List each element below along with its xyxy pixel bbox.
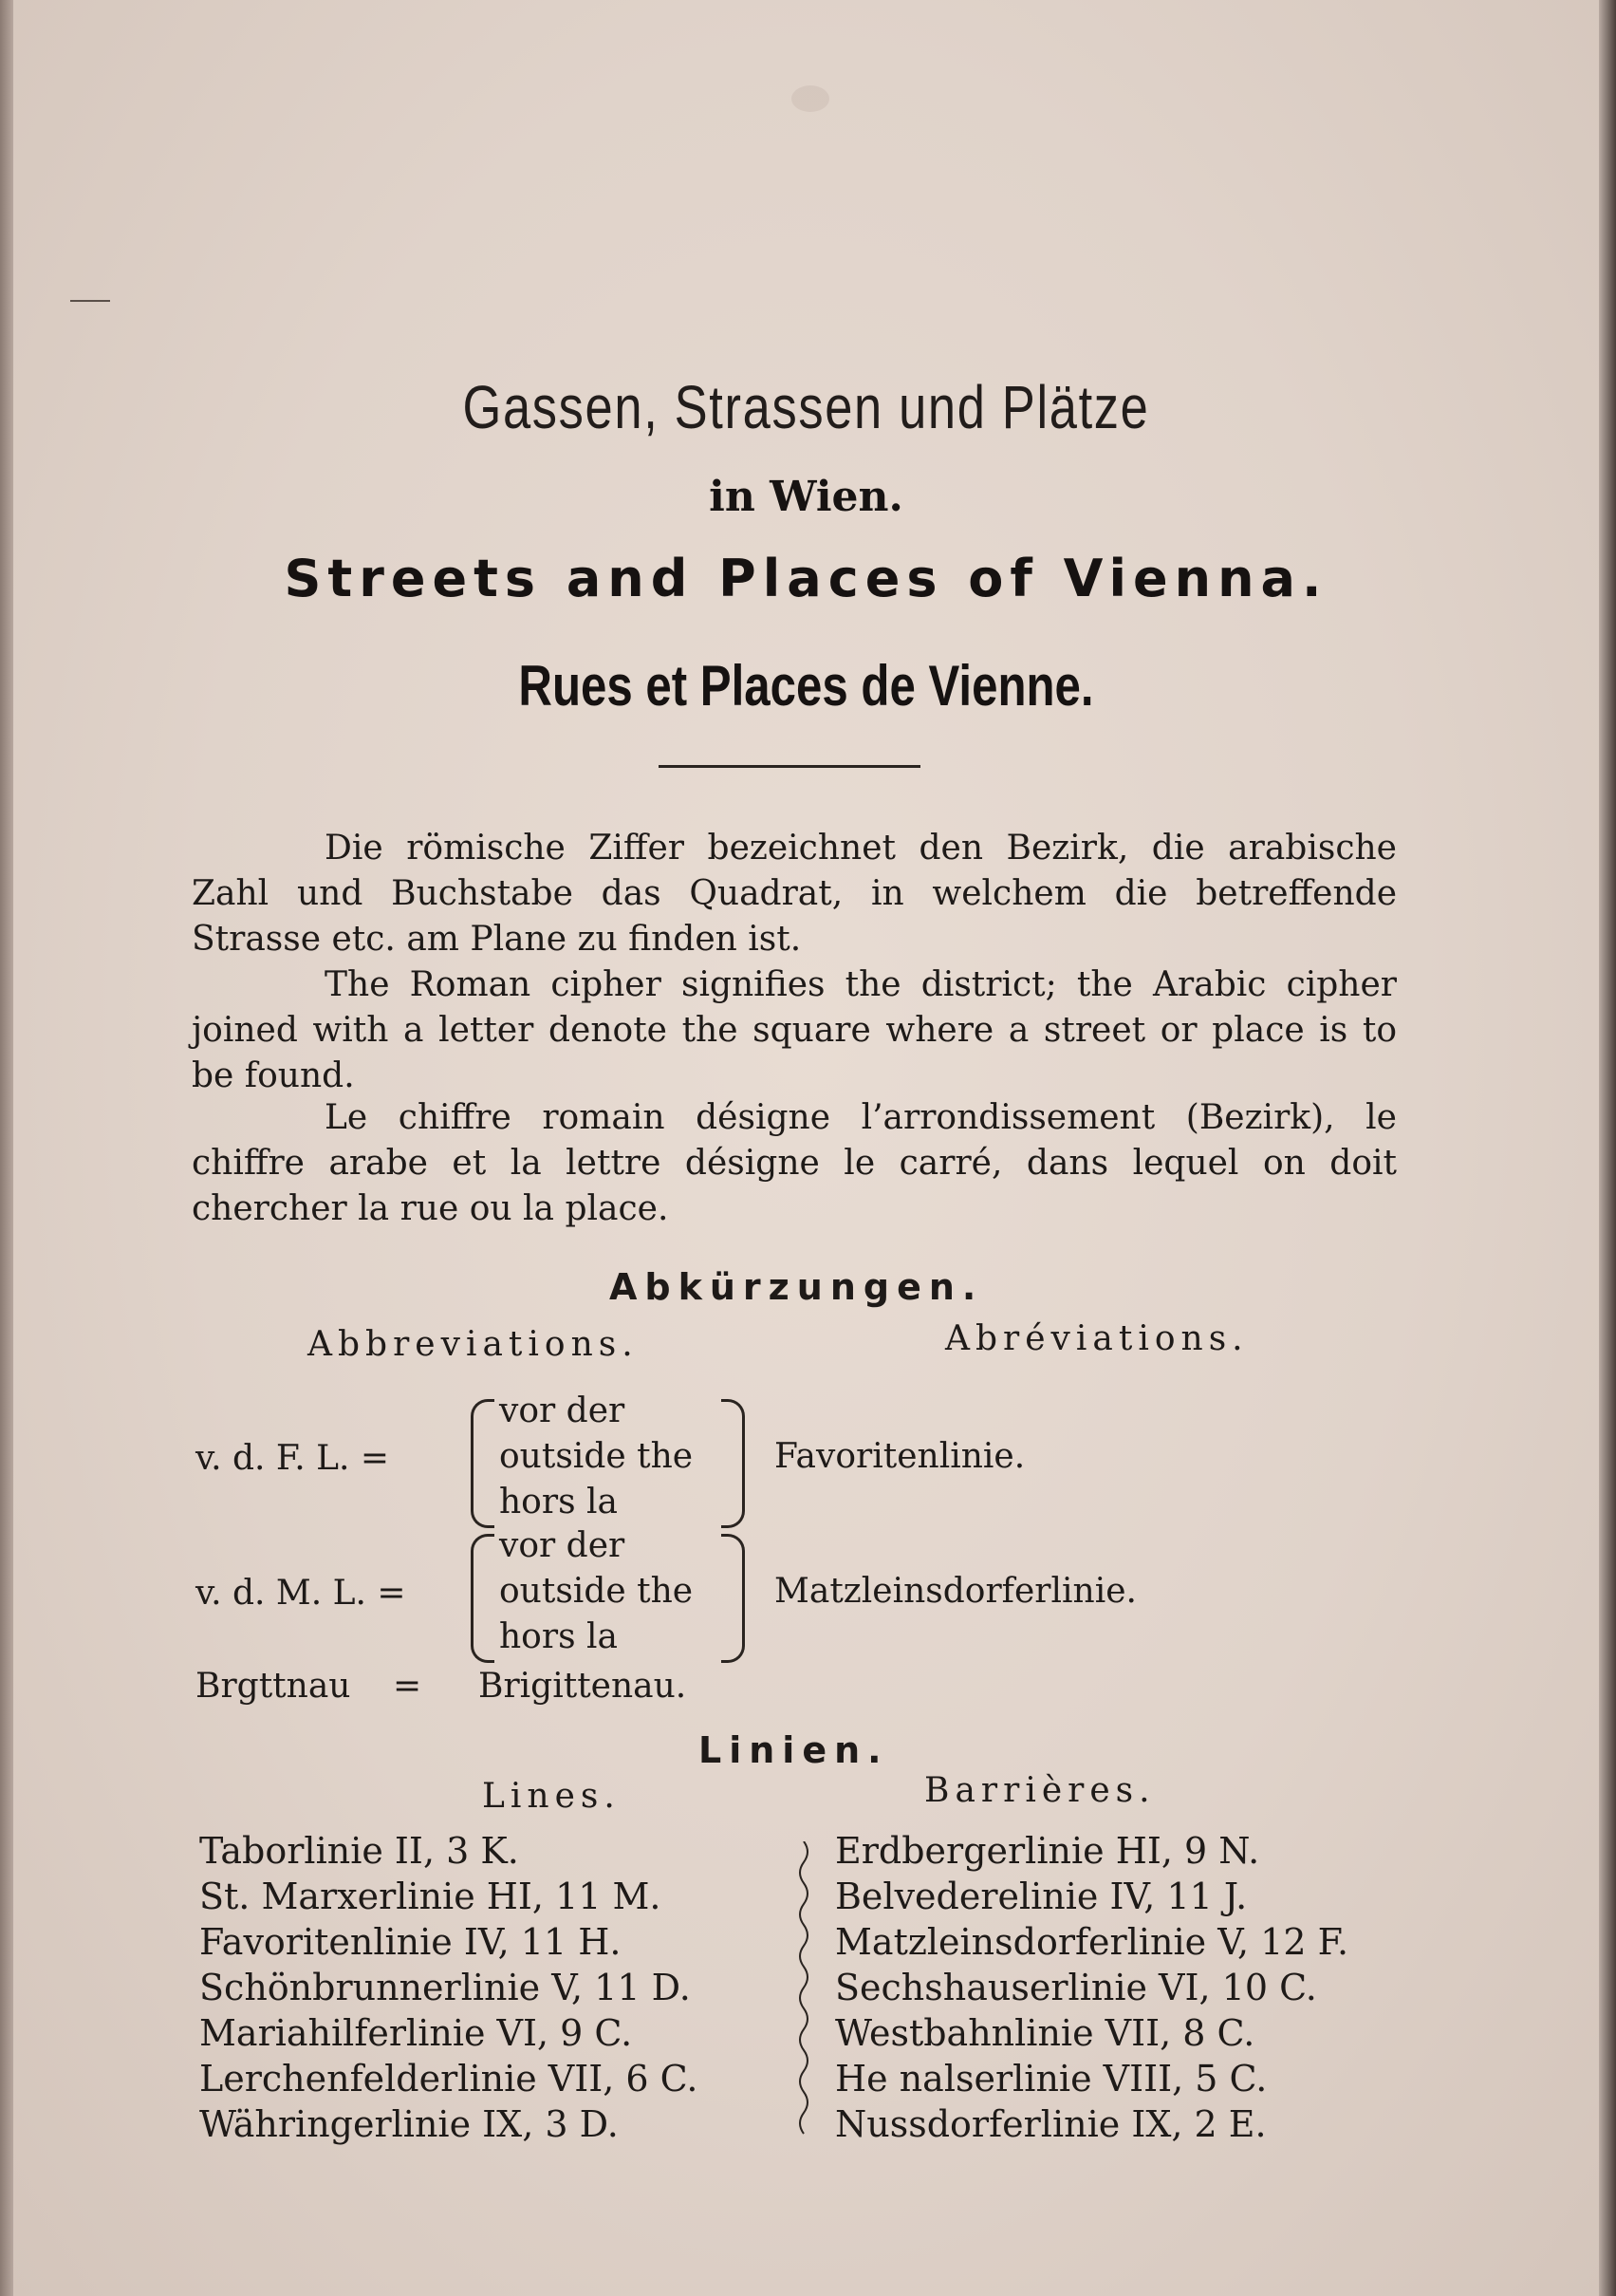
list-item: Favoritenlinie IV, 11 H.	[199, 1921, 622, 1963]
abbr-option-en: outside the	[499, 1437, 694, 1476]
lines-heading-en: Lines.	[482, 1777, 621, 1816]
abbreviations-heading-de: Abkürzungen.	[609, 1266, 984, 1308]
book-page	[13, 0, 1599, 2296]
abbr-option-fr: hors la	[499, 1617, 618, 1656]
intro-french-text: Le chiffre romain désigne l’arrondissement (Bezirk), le chiffre arabe et la lettre désigne le carré, dans lequel on doit chercher la rue ou la place.	[192, 1098, 1397, 1228]
list-item: Taborlinie II, 3 K.	[199, 1830, 519, 1872]
abbr-option-de: vor der	[499, 1526, 625, 1565]
margin-mark	[70, 300, 110, 302]
brace-right-fl	[721, 1399, 745, 1528]
abbr-simple-value: Brigittenau.	[478, 1667, 687, 1706]
title-german: Gassen, Strassen und Plätze	[462, 373, 1150, 441]
abbr-key-fl: v. d. F. L. =	[195, 1439, 390, 1478]
abbr-option-en: outside the	[499, 1572, 694, 1611]
abbr-option-fr: hors la	[499, 1483, 618, 1521]
abbr-target-ml: Matzleinsdorferlinie.	[774, 1572, 1137, 1611]
list-item: He nalserlinie VIII, 5 C.	[835, 2058, 1268, 2100]
book-edge-right	[1599, 0, 1616, 2296]
list-item: Sechshauserlinie VI, 10 C.	[835, 1967, 1317, 2008]
list-item: Belvederelinie IV, 11 J.	[835, 1876, 1248, 1917]
ink-bleed	[791, 85, 829, 112]
intro-english-text: The Roman cipher signifies the district; the Arabic cipher joined with a letter denote the square where a street or place is to be found.	[192, 965, 1397, 1095]
intro-german	[192, 826, 1397, 962]
title-divider	[659, 765, 920, 768]
intro-english	[192, 962, 1397, 1099]
abbr-simple-equals: =	[393, 1667, 422, 1706]
list-item: Lerchenfelderlinie VII, 6 C.	[199, 2058, 698, 2100]
list-item: Westbahnlinie VII, 8 C.	[835, 2012, 1255, 2054]
title-french: Rues et Places de Vienne.	[518, 654, 1094, 718]
abbreviations-heading-en: Abbreviations.	[307, 1325, 639, 1364]
list-item: Währingerlinie IX, 3 D.	[199, 2103, 619, 2145]
title-german-sub: in Wien.	[709, 473, 903, 521]
lines-heading-de: Linien.	[698, 1729, 889, 1771]
brace-left-fl	[471, 1399, 494, 1528]
intro-german-text: Die römische Ziffer bezeichnet den Bezirk, die arabische Zahl und Buchstabe das Quadrat, in welchem die betreffende Strasse etc. am Plane zu finden ist.	[192, 829, 1397, 959]
column-separator-wavy-line	[789, 1841, 818, 2136]
title-english: Streets and Places of Vienna.	[284, 549, 1328, 608]
book-spine-left	[0, 0, 13, 2296]
intro-french	[192, 1095, 1397, 1232]
list-item: Erdbergerlinie HI, 9 N.	[835, 1830, 1260, 1872]
list-item: Schönbrunnerlinie V, 11 D.	[199, 1967, 691, 2008]
abbr-simple-key: Brgttnau	[195, 1667, 351, 1706]
abbr-option-de: vor der	[499, 1391, 625, 1430]
lines-list-left	[199, 1828, 788, 2147]
brace-right-ml	[721, 1534, 745, 1663]
lines-list-right	[835, 1828, 1423, 2147]
abbreviations-heading-fr: Abréviations.	[945, 1319, 1249, 1358]
abbr-key-ml: v. d. M. L. =	[195, 1574, 406, 1613]
abbr-target-fl: Favoritenlinie.	[774, 1437, 1026, 1476]
brace-left-ml	[471, 1534, 494, 1663]
list-item: Mariahilferlinie VI, 9 C.	[199, 2012, 633, 2054]
list-item: St. Marxerlinie HI, 11 M.	[199, 1876, 661, 1917]
list-item: Nussdorferlinie IX, 2 E.	[835, 2103, 1267, 2145]
lines-heading-fr: Barrières.	[924, 1771, 1156, 1810]
list-item: Matzleinsdorferlinie V, 12 F.	[835, 1921, 1349, 1963]
